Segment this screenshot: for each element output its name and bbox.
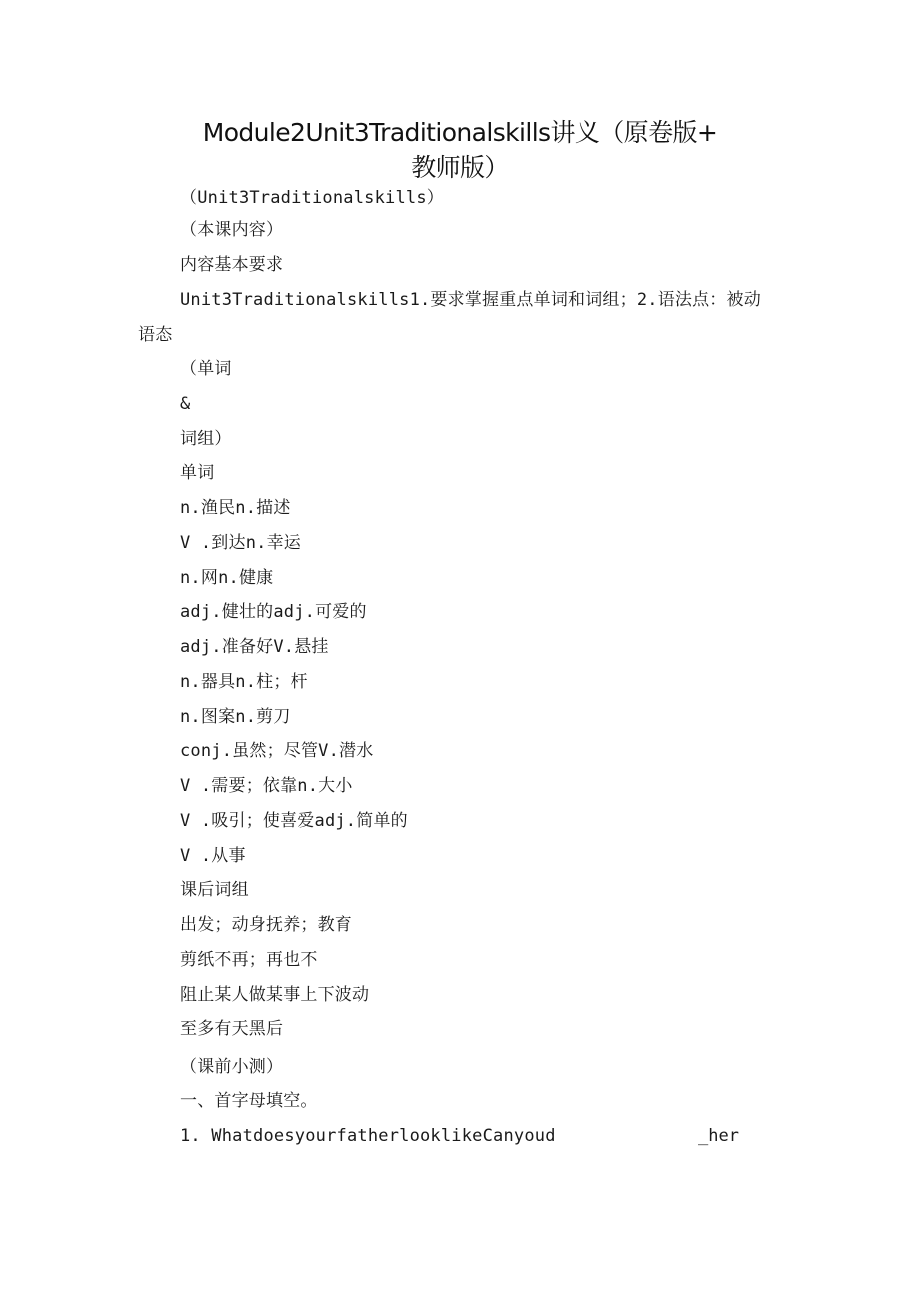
vocab-item: V .需要；依靠n.大小 [180,776,353,796]
words-section-open: （单词 [180,359,232,379]
requirements-header: 内容基本要求 [180,255,284,275]
vocab-item: adj.健壮的adj.可爱的 [180,602,367,622]
document-title-line-2: 教师版） [411,153,509,182]
words-label: 单词 [180,463,215,483]
vocab-item: V .吸引；使喜爱adj.简单的 [180,811,408,831]
vocab-item: n.网n.健康 [180,568,274,588]
vocab-item: n.器具n.柱；杆 [180,672,308,692]
phrase-item: 至多有天黑后 [180,1019,284,1039]
vocab-item: conj.虽然；尽管V.潜水 [180,741,374,761]
question-1: 1. WhatdoesyourfatherlooklikeCanyoud [180,1126,556,1146]
phrases-label: 课后词组 [180,880,249,900]
requirements-line-2: 语态 [138,325,173,345]
unit-header: （Unit3Traditionalskills） [180,188,444,208]
ampersand: & [180,394,191,414]
exercise-title: 一、首字母填空。 [180,1091,318,1111]
phrase-item: 剪纸不再；再也不 [180,950,318,970]
phrase-item: 阻止某人做某事上下波动 [180,985,370,1005]
vocab-item: n.图案n.剪刀 [180,707,291,727]
lesson-content-header: （本课内容） [180,220,284,240]
vocab-item: V .从事 [180,846,246,866]
document-title-line-1: Module2Unit3Traditionalskills讲义（原卷版+ [202,118,718,147]
pretest-header: （课前小测） [180,1057,284,1077]
phrases-section-close: 词组） [180,429,232,449]
phrase-item: 出发；动身抚养；教育 [180,915,352,935]
requirements-line-1: Unit3Traditionalskills1.要求掌握重点单词和词组；2.语法点：被动 [180,290,761,310]
question-1-blank-tail: _her [698,1126,739,1146]
vocab-item: adj.准备好V.悬挂 [180,637,329,657]
vocab-item: V .到达n.幸运 [180,533,301,553]
vocab-item: n.渔民n.描述 [180,498,291,518]
